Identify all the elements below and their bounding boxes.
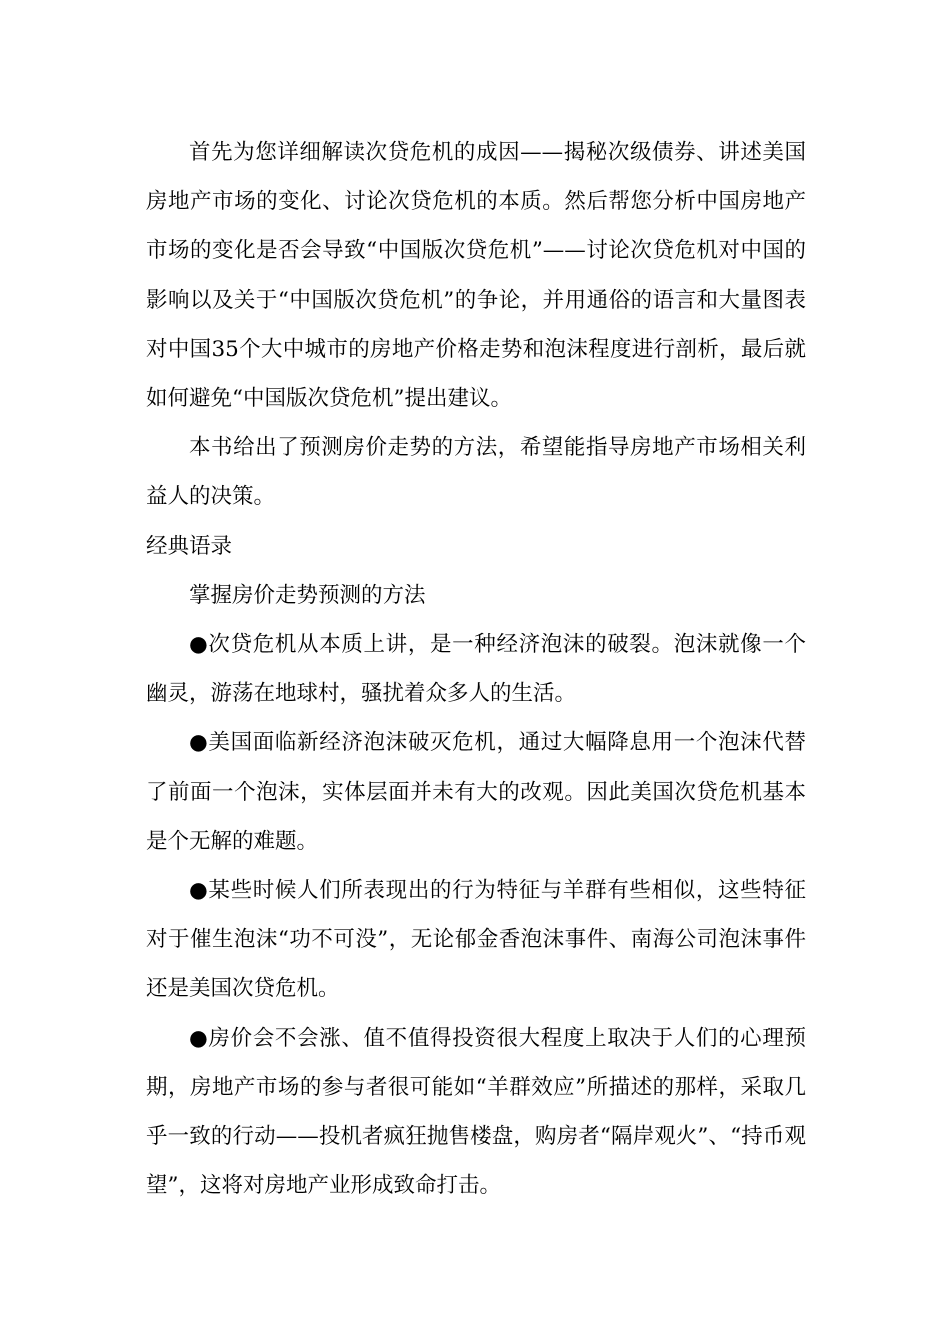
document-body — [146, 128, 806, 1210]
quote-item: ●某些时候人们所表现出的行为特征与羊群有些相似，这些特征对于催生泡沫“功不可没”，无论郁金香泡沫事件、南海公司泡沫事件还是美国次贷危机。 — [146, 878, 806, 1002]
purpose-paragraph: 本书给出了预测房价走势的方法，希望能指导房地产市场相关利益人的决策。 — [146, 435, 806, 510]
quote-subtitle: 掌握房价走势预测的方法 — [189, 582, 426, 608]
quote-item: ●次贷危机从本质上讲，是一种经济泡沫的破裂。泡沫就像一个幽灵，游荡在地球村，骚扰着众多人的生活。 — [146, 632, 806, 707]
section-title: 经典语录 — [146, 533, 233, 559]
intro-paragraph: 首先为您详细解读次贷危机的成因——揭秘次级债券、讲述美国房地产市场的变化、讨论次贷危机的本质。然后帮您分析中国房地产市场的变化是否会导致“中国版次贷危机”——讨论次贷危机对中国的影响以及关于“中国版次贷危机”的争论，并用通俗的语言和大量图表对中国35个大中城市的房地产价格走势和泡沫程度进行剖析，最后就如何避免“中国版次贷危机”提出建议。 — [146, 140, 806, 412]
quote-item: ●房价会不会涨、值不值得投资很大程度上取决于人们的心理预期，房地产市场的参与者很可能如“羊群效应”所描述的那样，采取几乎一致的行动——投机者疯狂抛售楼盘，购房者“隔岸观火”、“持币观望”，这将对房地产业形成致命打击。 — [146, 1025, 806, 1199]
quote-item: ●美国面临新经济泡沫破灭危机，通过大幅降息用一个泡沫代替了前面一个泡沫，实体层面并未有大的改观。因此美国次贷危机基本是个无解的难题。 — [146, 730, 806, 854]
